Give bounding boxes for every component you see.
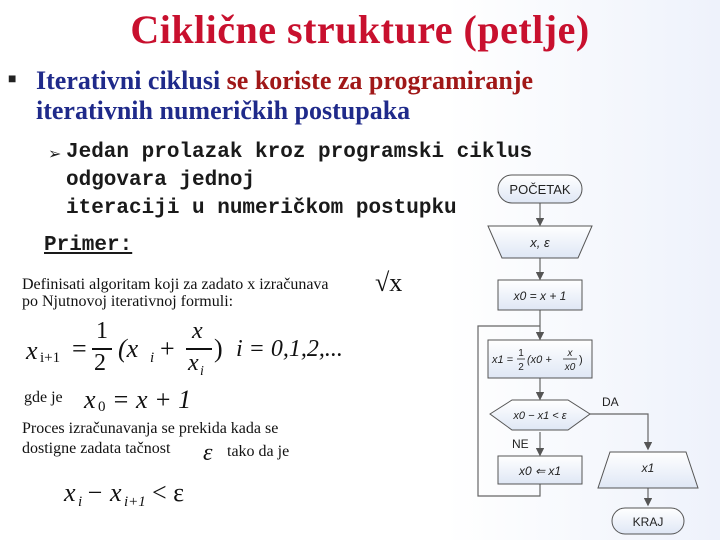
x0-formula bbox=[84, 385, 224, 419]
flowchart-step2-lhs: x1 = bbox=[492, 354, 514, 366]
bullet-1-mid: se koriste za programiranje bbox=[220, 66, 534, 95]
flowchart-start bbox=[498, 175, 582, 203]
flowchart-step1 bbox=[498, 280, 582, 310]
arrow-bullet-icon: ➢ bbox=[48, 146, 62, 163]
epsilon-symbol: ε bbox=[203, 440, 213, 466]
stop-condition-line3: tako da je bbox=[227, 443, 290, 460]
example-line2: po Njutnovoj iterativnoj formuli: bbox=[22, 293, 234, 310]
flowchart-input bbox=[488, 226, 592, 258]
flowchart-step1-label: x0 = x + 1 bbox=[513, 289, 567, 303]
flowchart-step2 bbox=[488, 340, 592, 378]
flowchart-end-label: KRAJ bbox=[632, 515, 664, 529]
bullet-2-line1: Jedan prolazak kroz programski ciklus odgovara jednoj bbox=[66, 141, 533, 192]
stop-lhs: x bbox=[64, 478, 76, 507]
x0-rhs: = x + 1 bbox=[112, 385, 192, 414]
flowchart-assign-label: x0 ⇐ x1 bbox=[518, 464, 562, 478]
stop-condition-line1: Proces izračunavanja se prekida kada se bbox=[22, 420, 279, 437]
newton-paren-close: ) bbox=[214, 334, 223, 363]
bullet-1-highlight: Iterativni ciklusi bbox=[36, 66, 221, 95]
flowchart-decision-label: x0 − x1 < ε bbox=[513, 410, 567, 422]
x0-lhs: x bbox=[84, 385, 96, 414]
flowchart-assign bbox=[498, 456, 582, 484]
bullet-square-icon: ■ bbox=[8, 72, 17, 87]
flowchart-no-label: NE bbox=[512, 437, 529, 451]
example-line1: Definisati algoritam koji za zadato x izračunava bbox=[22, 276, 329, 293]
flowchart-step2-half-num: 1 bbox=[518, 348, 524, 359]
newton-lhs-sub: i+1 bbox=[40, 350, 61, 366]
flowchart-output-label: x1 bbox=[641, 461, 655, 475]
flowchart-end bbox=[612, 508, 684, 534]
sqrt-formula: √x bbox=[375, 268, 403, 297]
flowchart-step2-paren: (x0 + bbox=[527, 354, 552, 366]
stop-condition-line2: dostigne zadata tačnost bbox=[22, 440, 171, 457]
newton-paren-sub: i bbox=[150, 350, 155, 366]
x0-sub: 0 bbox=[98, 399, 106, 415]
stop-rhs: < ε bbox=[152, 478, 185, 507]
flowchart-step2-frac-den: x0 bbox=[564, 362, 576, 373]
newton-frac-den: x bbox=[188, 350, 199, 376]
flowchart-step2-half-den: 2 bbox=[518, 362, 524, 373]
gde-je-label: gde je bbox=[24, 389, 63, 406]
flowchart-start-label: POČETAK bbox=[509, 182, 571, 197]
newton-formula bbox=[26, 318, 356, 382]
flowchart-yes-label: DA bbox=[602, 395, 619, 409]
flowchart-output bbox=[598, 452, 698, 488]
stop-sub1: i bbox=[78, 494, 83, 510]
newton-lhs: x bbox=[26, 336, 38, 365]
flowchart-step2-frac-num: x bbox=[567, 348, 573, 359]
flowchart-decision bbox=[490, 400, 590, 430]
flowchart-input-label: x, ε bbox=[530, 235, 550, 250]
newton-frac-num: x bbox=[192, 318, 203, 344]
example-paragraph bbox=[22, 276, 382, 310]
newton-paren-open: (x bbox=[118, 334, 139, 363]
newton-half-num: 1 bbox=[96, 318, 108, 344]
flowchart bbox=[470, 170, 720, 540]
stop-formula bbox=[64, 478, 244, 518]
bullet-2-line2: iteraciji u numeričkom postupku bbox=[66, 197, 457, 220]
newton-half-den: 2 bbox=[94, 350, 106, 376]
bullet-1-end: iterativnih numeričkih postupaka bbox=[36, 96, 411, 125]
newton-frac-den-sub: i bbox=[200, 364, 204, 379]
flowchart-step2-close: ) bbox=[579, 354, 583, 366]
newton-plus: + bbox=[160, 334, 175, 363]
index-range: i = 0,1,2,... bbox=[236, 336, 343, 362]
newton-eq: = bbox=[72, 334, 87, 363]
page-title: Ciklične strukture (petlje) bbox=[130, 7, 590, 52]
bullet-1-text bbox=[36, 66, 596, 126]
stop-minus: − x bbox=[86, 478, 122, 507]
primer-heading: Primer: bbox=[44, 234, 133, 257]
stop-sub2: i+1 bbox=[124, 494, 146, 510]
